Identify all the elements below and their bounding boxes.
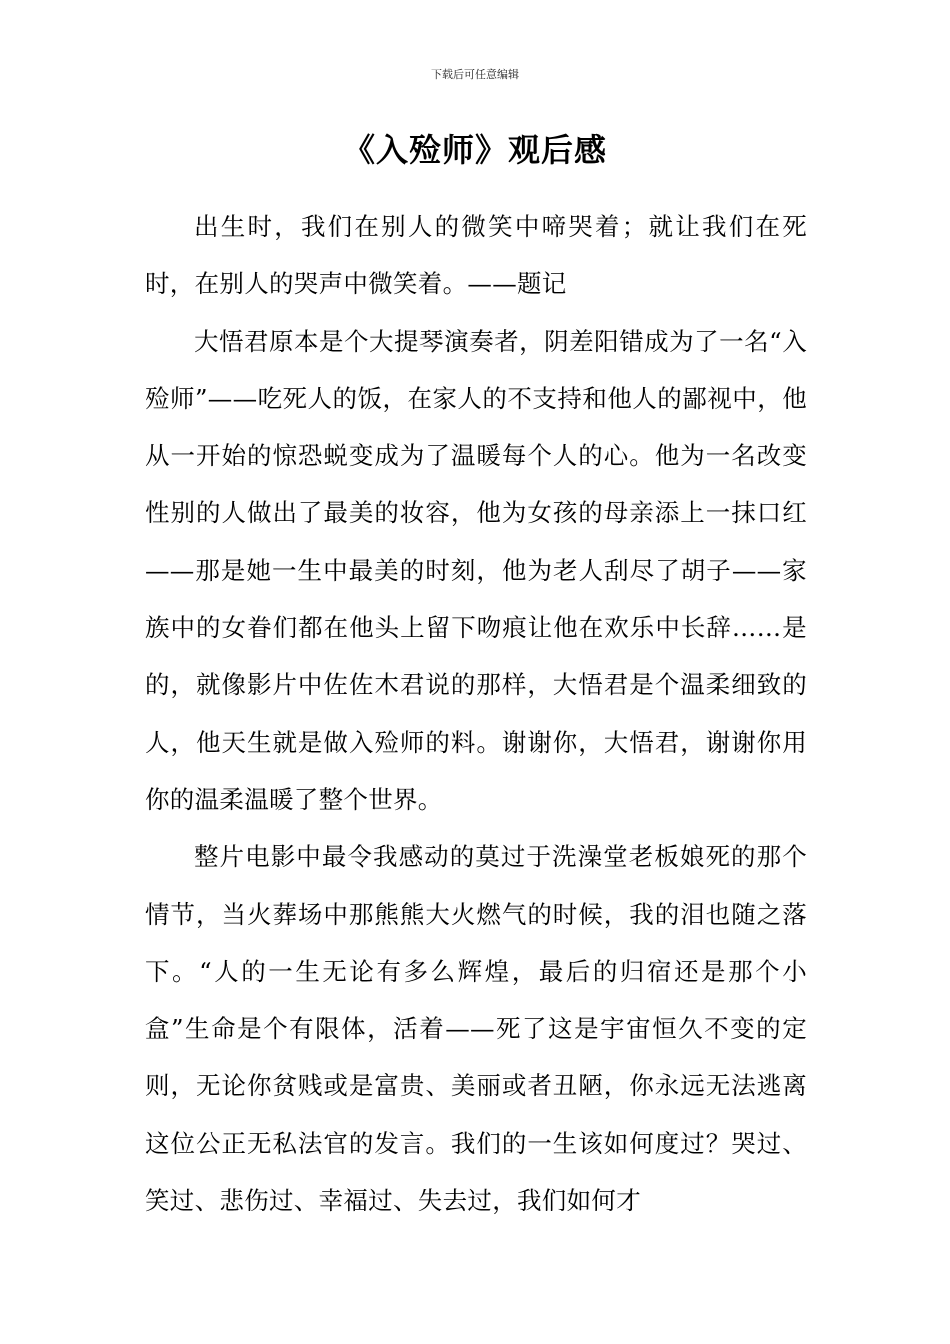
download-note: 下载后可任意编辑 [431,68,519,81]
article-body [145,198,807,1229]
paragraph-epigraph: 出生时，我们在别人的微笑中啼哭着；就让我们在死时，在别人的哭声中微笑着。——题记 [145,212,807,299]
paragraph-reflection: 整片电影中最令我感动的莫过于洗澡堂老板娘死的那个情节，当火葬场中那熊熊大火燃气的时候，我的泪也随之落下。“人的一生无论有多么辉煌，最后的归宿还是那个小盒”生命是个有限体，活着——死了这是宇宙恒久不变的定则，无论你贫贱或是富贵、美丽或者丑陋，你永远无法逃离这位公正无私法官的发言。我们的一生该如何度过？哭过、笑过、悲伤过、幸福过、失去过，我们如何才 [145,842,807,1216]
paragraph-story: 大悟君原本是个大提琴演奏者，阴差阳错成为了一名“入殓师”——吃死人的饭，在家人的不支持和他人的鄙视中，他从一开始的惊恐蜕变成为了温暖每个人的心。他为一名改变性别的人做出了最美的妆容，他为女孩的母亲添上一抹口红——那是她一生中最美的时刻，他为老人刮尽了胡子——家族中的女眷们都在他头上留下吻痕让他在欢乐中长辞……是的，就像影片中佐佐木君说的那样，大悟君是个温柔细致的人，他天生就是做入殓师的料。谢谢你，大悟君，谢谢你用你的温柔温暖了整个世界。 [145,326,807,814]
page-title: 《入殓师》观后感 [342,131,607,169]
